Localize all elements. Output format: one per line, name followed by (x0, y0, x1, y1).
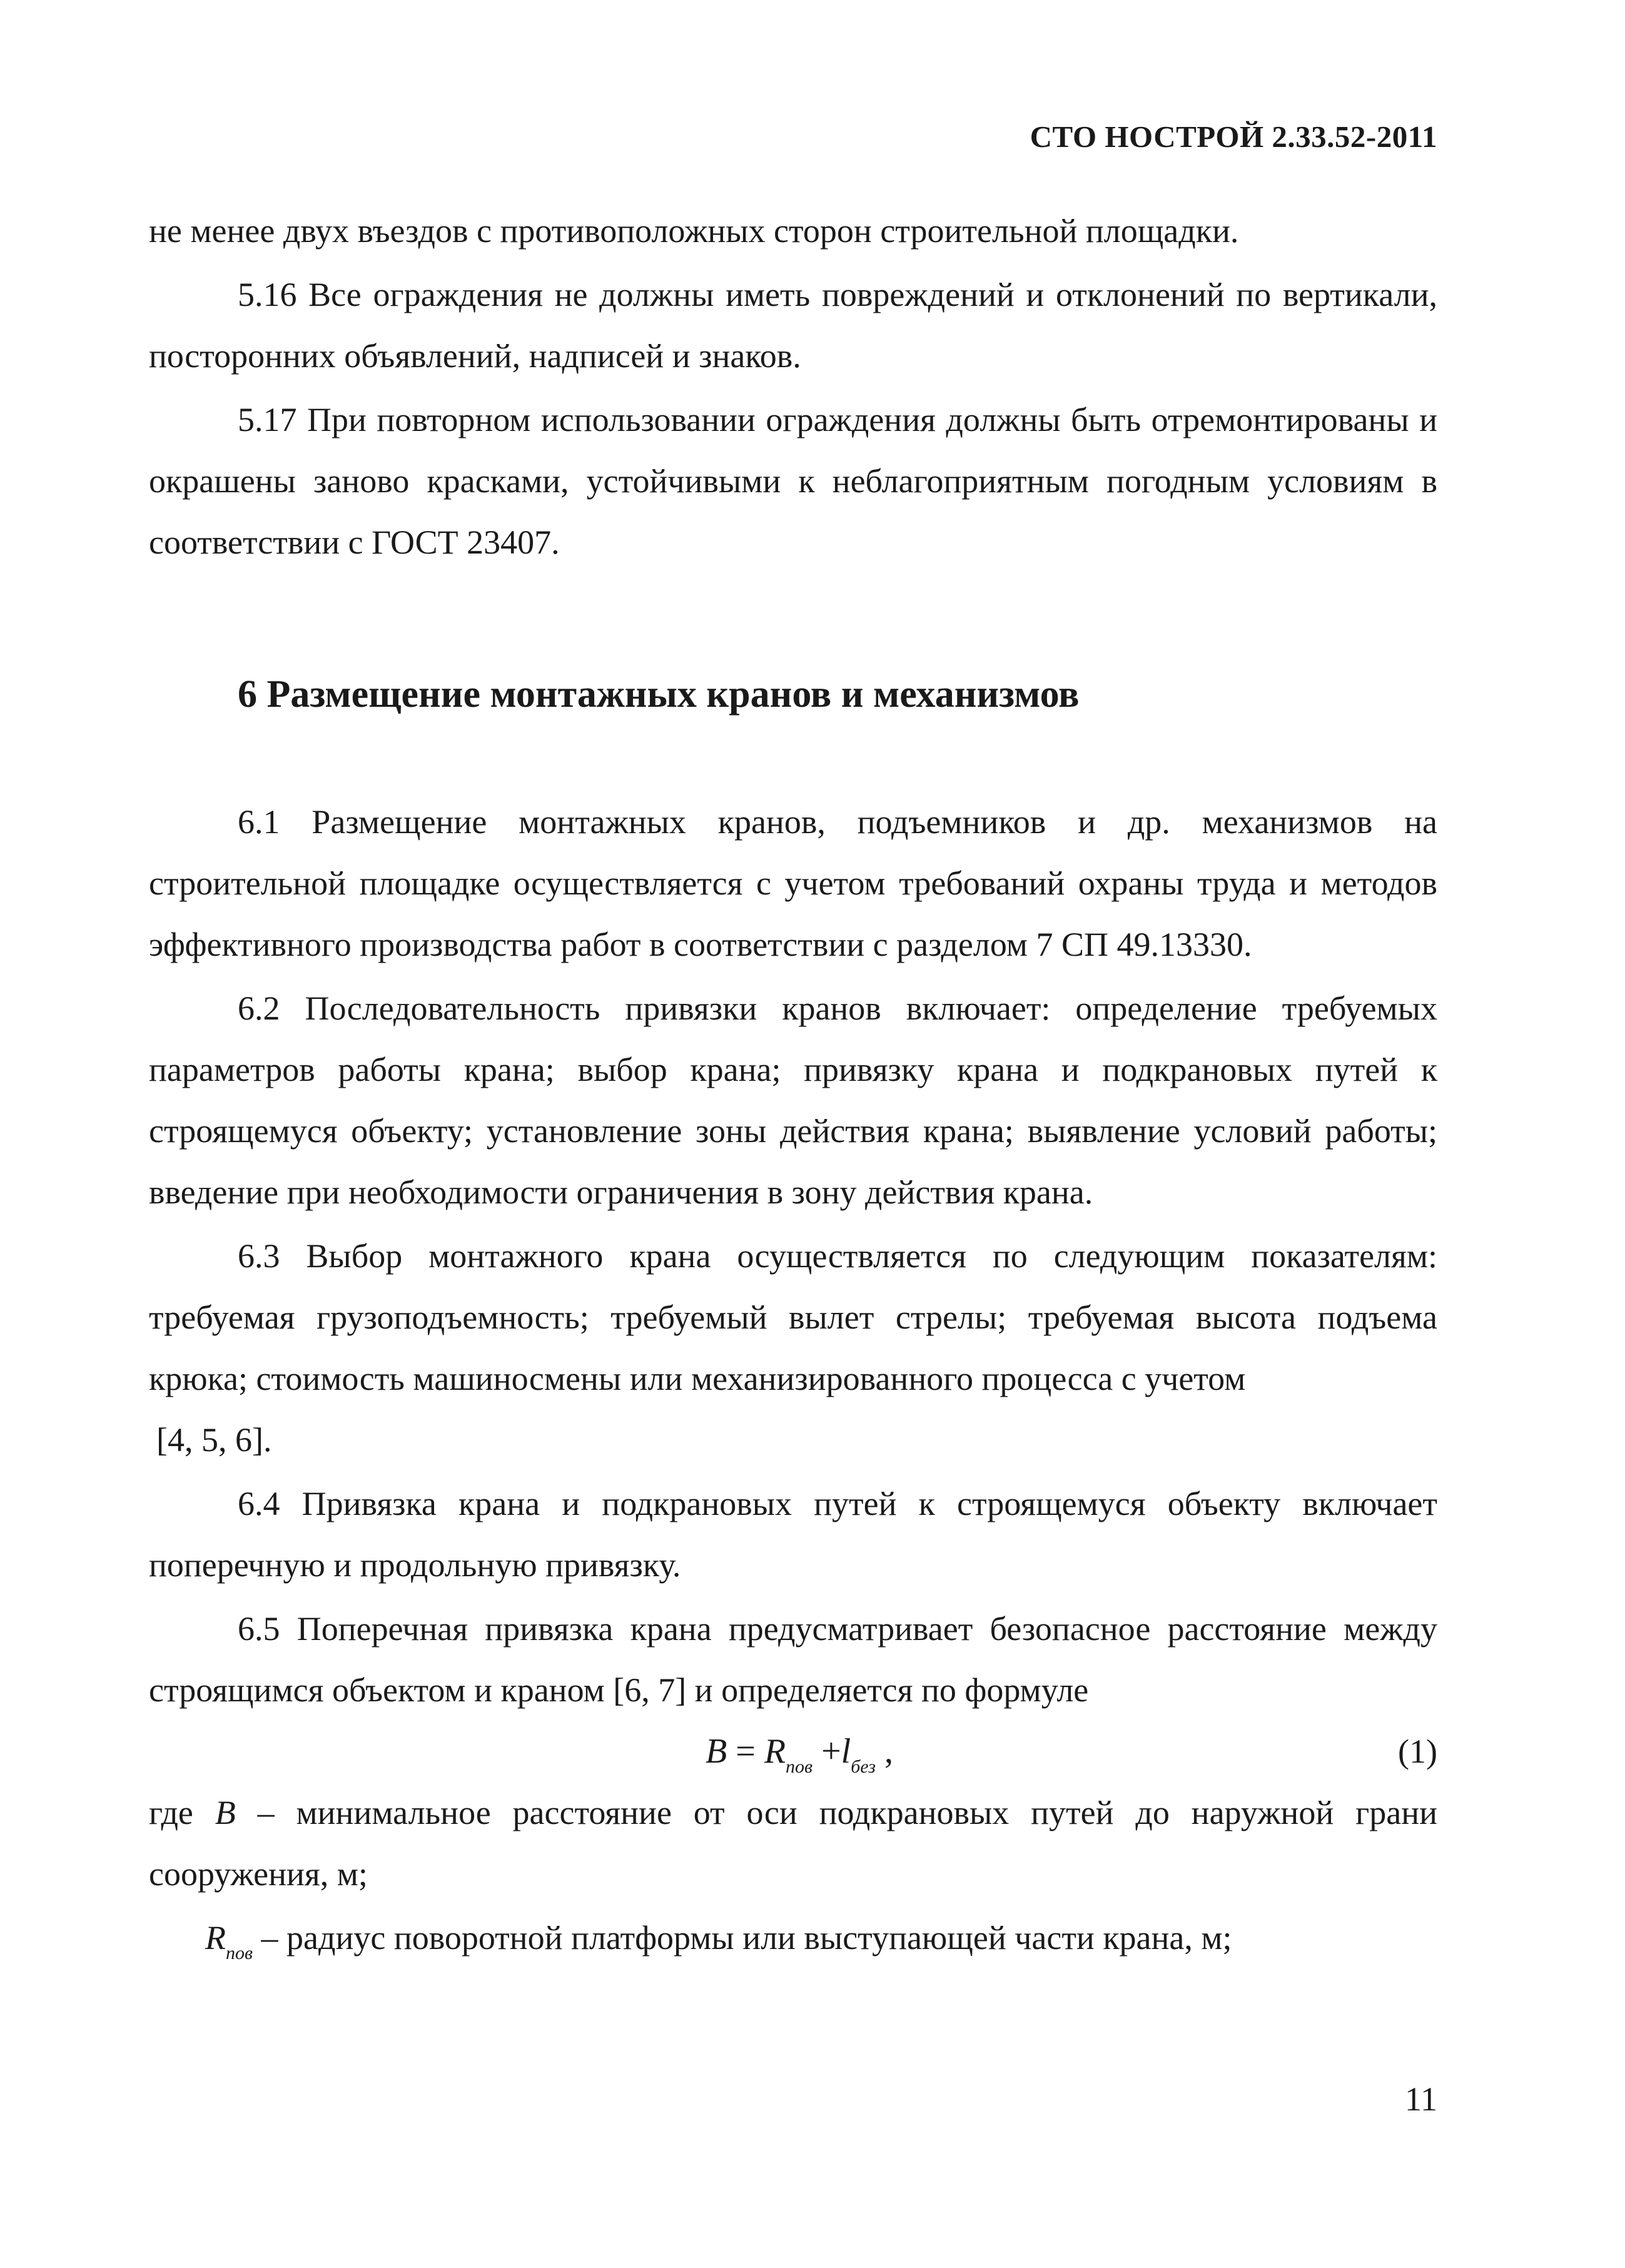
formula-lhs: B (706, 1732, 727, 1771)
formula-equals: = (727, 1732, 764, 1771)
paragraph-6-2: 6.2 Последовательность привязки кранов включает: определение требуемых параметров работы крана; выбор крана; привязку крана и подкрановых путей к строящемуся объекту; установление зоны действия крана; выявление условий работы; введение при необходимости ограничения в зону действия крана. (149, 990, 1437, 1211)
paragraph-6-5: 6.5 Поперечная привязка крана предусматривает безопасное расстояние между строящимся объектом и краном [6, 7] и определяется по формуле (149, 1610, 1437, 1709)
formula-l: l (841, 1732, 851, 1771)
paragraph-continuation: не менее двух въездов с противоположных сторон строительной площадки. (149, 212, 1239, 250)
definition-r (149, 1907, 1437, 1984)
where-prefix: где (149, 1794, 215, 1831)
paragraph-6-3: 6.3 Выбор монтажного крана осуществляется по следующим показателям: требуемая грузоподъемность; требуемый вылет стрелы; требуемая высота подъема крюка; стоимость машиносмены или механизированного процесса с учетом (149, 1237, 1437, 1397)
formula-r-subscript: пов (786, 1756, 813, 1777)
section-5-continuation (149, 200, 1437, 573)
definition-r-subscript: пов (226, 1943, 253, 1963)
paragraph-6-3-references: [4, 5, 6]. (156, 1421, 272, 1459)
section-6-body (149, 791, 1437, 1984)
paragraph-6-4: 6.4 Привязка крана и подкрановых путей к строящемуся объекту включает поперечную и продольную привязку. (149, 1485, 1437, 1584)
definition-r-text: – радиус поворотной платформы или выступающей части крана, м; (253, 1919, 1232, 1957)
definition-b-text: – минимальное расстояние от оси подкрановых путей до наружной грани сооружения, м; (149, 1794, 1438, 1893)
formula-number: (1) (1398, 1733, 1437, 1770)
paragraph-6-1: 6.1 Размещение монтажных кранов, подъемников и др. механизмов на строительной площадке осуществляется с учетом требований охраны труда и методов эффективного производства работ в соответствии с разделом 7 СП 49.13330. (149, 803, 1437, 963)
formula-l-subscript: без (851, 1756, 876, 1777)
definition-b-variable: B (215, 1794, 236, 1831)
formula-comma: , (875, 1732, 893, 1771)
formula-expression (706, 1721, 893, 1798)
paragraph-5-16: 5.16 Все ограждения не должны иметь повреждений и отклонений по вертикали, посторонних объявлений, надписей и знаков. (149, 276, 1437, 375)
section-6-title: 6 Размещение монтажных кранов и механизмов (238, 673, 1080, 716)
definition-r-variable: R (205, 1919, 226, 1957)
definition-b (149, 1782, 1437, 1905)
formula-plus: + (812, 1732, 841, 1771)
formula-1 (149, 1721, 1437, 1782)
paragraph-5-17: 5.17 При повторном использовании ограждения должны быть отремонтированы и окрашены заново красками, устойчивыми к неблагоприятным погодным условиям в соответствии с ГОСТ 23407. (149, 401, 1437, 561)
formula-r: R (764, 1732, 786, 1771)
page-number: 11 (1405, 2080, 1437, 2118)
document-header: СТО НОСТРОЙ 2.33.52-2011 (1030, 119, 1437, 154)
